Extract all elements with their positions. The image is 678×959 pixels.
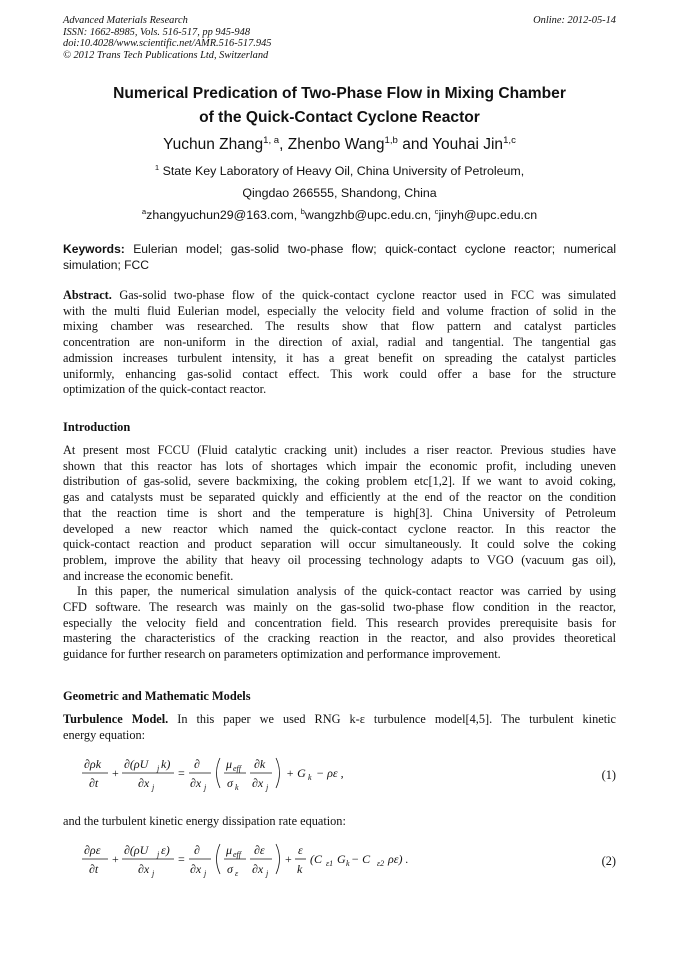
- email-address: jinyh@upc.edu.cn: [438, 208, 538, 222]
- section-heading-models: Geometric and Mathematic Models: [63, 689, 251, 703]
- eq-subscript: j: [157, 764, 160, 773]
- paragraph-line: shown that this reactor has lots of shortages which impair the economic profit, including uneven: [63, 458, 616, 473]
- title-line-2: of the Quick-Contact Cyclone Reactor: [199, 109, 480, 126]
- turbulence-paragraph: [63, 712, 616, 743]
- introduction-body: [63, 443, 616, 663]
- author-superscript: 1,b: [384, 134, 398, 146]
- eq-term: G: [337, 852, 346, 866]
- eq-term: ∂ρk: [84, 757, 102, 771]
- issn-line: ISSN: 1662-8985, Vols. 516-517, pp 945-948: [63, 26, 251, 38]
- eq-term: ∂ε: [254, 843, 265, 857]
- equation-1: [80, 754, 616, 800]
- eq-subscript: j: [204, 783, 207, 792]
- eq-term: σ: [227, 776, 233, 790]
- eq-term: ∂k: [254, 757, 266, 771]
- eq-subscript: eff: [233, 764, 241, 773]
- email-address: zhangyuchun29@163.com,: [146, 208, 301, 222]
- eq-term: ∂x: [252, 862, 264, 876]
- eq-subscript: j: [157, 850, 160, 859]
- title-line-1: Numerical Predication of Two-Phase Flow in Mixing Chamber: [113, 85, 566, 102]
- journal-name: Advanced Materials Research: [63, 15, 188, 26]
- doi-line: doi:10.4028/www.scientific.net/AMR.516-517.945: [63, 38, 272, 50]
- paragraph-line: and the turbulent kinetic energy dissipation rate equation:: [63, 814, 346, 828]
- abstract-text: Gas-solid two-phase flow of the quick-contact cyclone reactor used in FCC was simulated: [111, 288, 616, 302]
- eq-subscript: ε1: [326, 859, 334, 868]
- author-separator: and: [397, 136, 433, 153]
- paragraph-line: gas and catalysts must be separated quickly and efficiently at the end of the reactor on the condition: [63, 490, 616, 505]
- eq-term: ∂t: [89, 776, 99, 790]
- eq-term: k: [297, 862, 303, 876]
- affiliation-line-1: [63, 164, 616, 178]
- paragraph-line: At present most FCCU (Fluid catalytic cracking unit) includes a riser reactor. Previous studies have: [63, 443, 616, 457]
- email-superscript: b: [300, 206, 305, 216]
- equation-2-graphic: [80, 840, 550, 886]
- eq-subscript: j: [266, 869, 269, 878]
- paragraph-line: mastering the characteristics of the cracking reaction in the reactor, and also provides theoretical: [63, 631, 616, 646]
- abstract-line: uniformly, enhancing gas-solid contact effect. This work could offer a base for the structure: [63, 366, 616, 381]
- eq-term: μ: [226, 757, 233, 771]
- eq-term: ∂t: [89, 862, 99, 876]
- eq-subscript: k: [308, 773, 312, 782]
- equation-2: [80, 840, 616, 886]
- paragraph-line: problem, improve the ability that heavy oil processing technology adapts to VGO (vacuum gas oil),: [63, 552, 616, 567]
- abstract-section: [63, 288, 616, 398]
- eq-term: ε: [298, 843, 303, 857]
- eq-term: ∂: [194, 757, 200, 771]
- eq-term: (C: [310, 852, 322, 866]
- eq-subscript: ε2: [377, 859, 385, 868]
- abstract-label: Abstract.: [63, 288, 112, 302]
- keywords-label: Keywords:: [63, 242, 125, 256]
- eq-subscript: k: [235, 783, 239, 792]
- paragraph-line: guidance for further research on parameters optimization and performance improvement.: [63, 647, 501, 662]
- author-separator: ,: [279, 136, 288, 153]
- eq-subscript: j: [204, 869, 207, 878]
- equation-intro-text: [63, 814, 616, 830]
- eq-term: μ: [226, 843, 233, 857]
- keywords-line: [63, 242, 616, 258]
- eq-term: ρε) .: [388, 852, 409, 866]
- eq-operator: =: [178, 852, 185, 866]
- eq-term: ∂ρε: [84, 843, 101, 857]
- eq-subscript: eff: [233, 850, 241, 859]
- eq-operator: +: [112, 852, 119, 866]
- eq-subscript: j: [152, 869, 155, 878]
- eq-term: − ρε ,: [316, 766, 344, 780]
- affiliation-line-2: Qingdao 266555, Shandong, China: [242, 186, 437, 200]
- abstract-line: mixing chamber was researched. The results show that flow pattern and catalyst particles: [63, 319, 616, 334]
- affiliation-text: State Key Laboratory of Heavy Oil, China University of Petroleum,: [162, 164, 525, 178]
- eq-term: ∂: [194, 843, 200, 857]
- author-superscript: 1, a: [263, 134, 280, 146]
- paper-title: [63, 82, 616, 130]
- author-superscript: 1,c: [503, 134, 516, 146]
- eq-term: ∂x: [190, 862, 202, 876]
- abstract-line: concentration are non-uniform in the direction of axial, radial and tangential. The tangential gas: [63, 335, 616, 350]
- equation-number: (1): [601, 768, 616, 782]
- eq-operator: +: [112, 766, 119, 780]
- section-heading-introduction: Introduction: [63, 420, 131, 434]
- eq-subscript: ε: [235, 869, 239, 878]
- eq-subscript: j: [152, 783, 155, 792]
- paragraph-line: energy equation:: [63, 727, 146, 742]
- eq-operator: +: [285, 852, 292, 866]
- eq-term: ∂x: [138, 862, 150, 876]
- equation-number: (2): [601, 854, 616, 868]
- author-list: [63, 136, 616, 154]
- eq-subscript: k: [346, 859, 350, 868]
- paragraph-line: distribution of gas-solid, severe backmixing, the coking problem etc[1,2]. If we want to avoid coking,: [63, 474, 616, 489]
- email-line: [63, 208, 616, 222]
- copyright-line: © 2012 Trans Tech Publications Ltd, Switzerland: [63, 49, 269, 61]
- turbulence-text: In this paper we used RNG k-ε turbulence model[4,5]. The turbulent kinetic: [168, 712, 616, 726]
- eq-term: − C: [351, 852, 371, 866]
- eq-term: ∂(ρU: [124, 757, 149, 771]
- eq-term: ∂x: [252, 776, 264, 790]
- email-address: wangzhb@upc.edu.cn,: [304, 208, 435, 222]
- abstract-line: admission increases turbulent intensity, it has a great benefit on spreading the catalyst particles: [63, 350, 616, 365]
- author-name: Zhenbo Wang: [287, 136, 385, 153]
- paragraph-line: that the reaction time is short and the temperature is high[3]. China University of Petroleum: [63, 505, 616, 520]
- email-superscript: c: [434, 206, 439, 216]
- turbulence-label: Turbulence Model.: [63, 712, 169, 726]
- eq-term: ∂x: [190, 776, 202, 790]
- email-superscript: a: [141, 206, 147, 216]
- eq-term: ε): [161, 843, 170, 857]
- equation-1-graphic: [80, 754, 550, 800]
- paragraph-line: and increase the economic benefit.: [63, 568, 234, 583]
- eq-operator: =: [178, 766, 185, 780]
- paragraph-line: especially the velocity field and concentration field. This research provides prerequisite basis for: [63, 615, 616, 630]
- abstract-line: optimization of the quick-contact reactor.: [63, 382, 267, 397]
- eq-term: k): [161, 757, 171, 771]
- author-name: Yuchun Zhang: [163, 136, 264, 153]
- keywords-section: [63, 242, 616, 273]
- paragraph-line: quick-contact reaction and product separation will occur simultaneously. It could solve the coking: [63, 537, 616, 552]
- journal-header: [63, 15, 616, 61]
- paragraph-line: [63, 712, 616, 728]
- online-date: Online: 2012-05-14: [533, 15, 616, 26]
- paragraph-line: CFD software. The research was mainly on the gas-solid two-phase flow condition in the reactor,: [63, 600, 616, 615]
- abstract-line: with the multi fluid Eulerian model, especially the velocity field and volume fraction of solid in the: [63, 303, 616, 318]
- keywords-line: simulation; FCC: [63, 257, 150, 272]
- paragraph-line: In this paper, the numerical simulation analysis of the quick-contact reactor was carried by using: [77, 584, 616, 599]
- paragraph-line: developed a new reactor which named the quick-contact cyclone reactor. In this reactor the: [63, 521, 616, 536]
- eq-subscript: j: [266, 783, 269, 792]
- eq-term: ∂x: [138, 776, 150, 790]
- abstract-line: [63, 288, 616, 304]
- keywords-text: Eulerian model; gas-solid two-phase flow; quick-contact cyclone reactor; numerical: [124, 242, 616, 256]
- eq-term: σ: [227, 862, 233, 876]
- eq-term: ∂(ρU: [124, 843, 149, 857]
- author-name: Youhai Jin: [432, 136, 504, 153]
- affiliation-number: 1: [154, 162, 160, 172]
- eq-term: + G: [286, 766, 306, 780]
